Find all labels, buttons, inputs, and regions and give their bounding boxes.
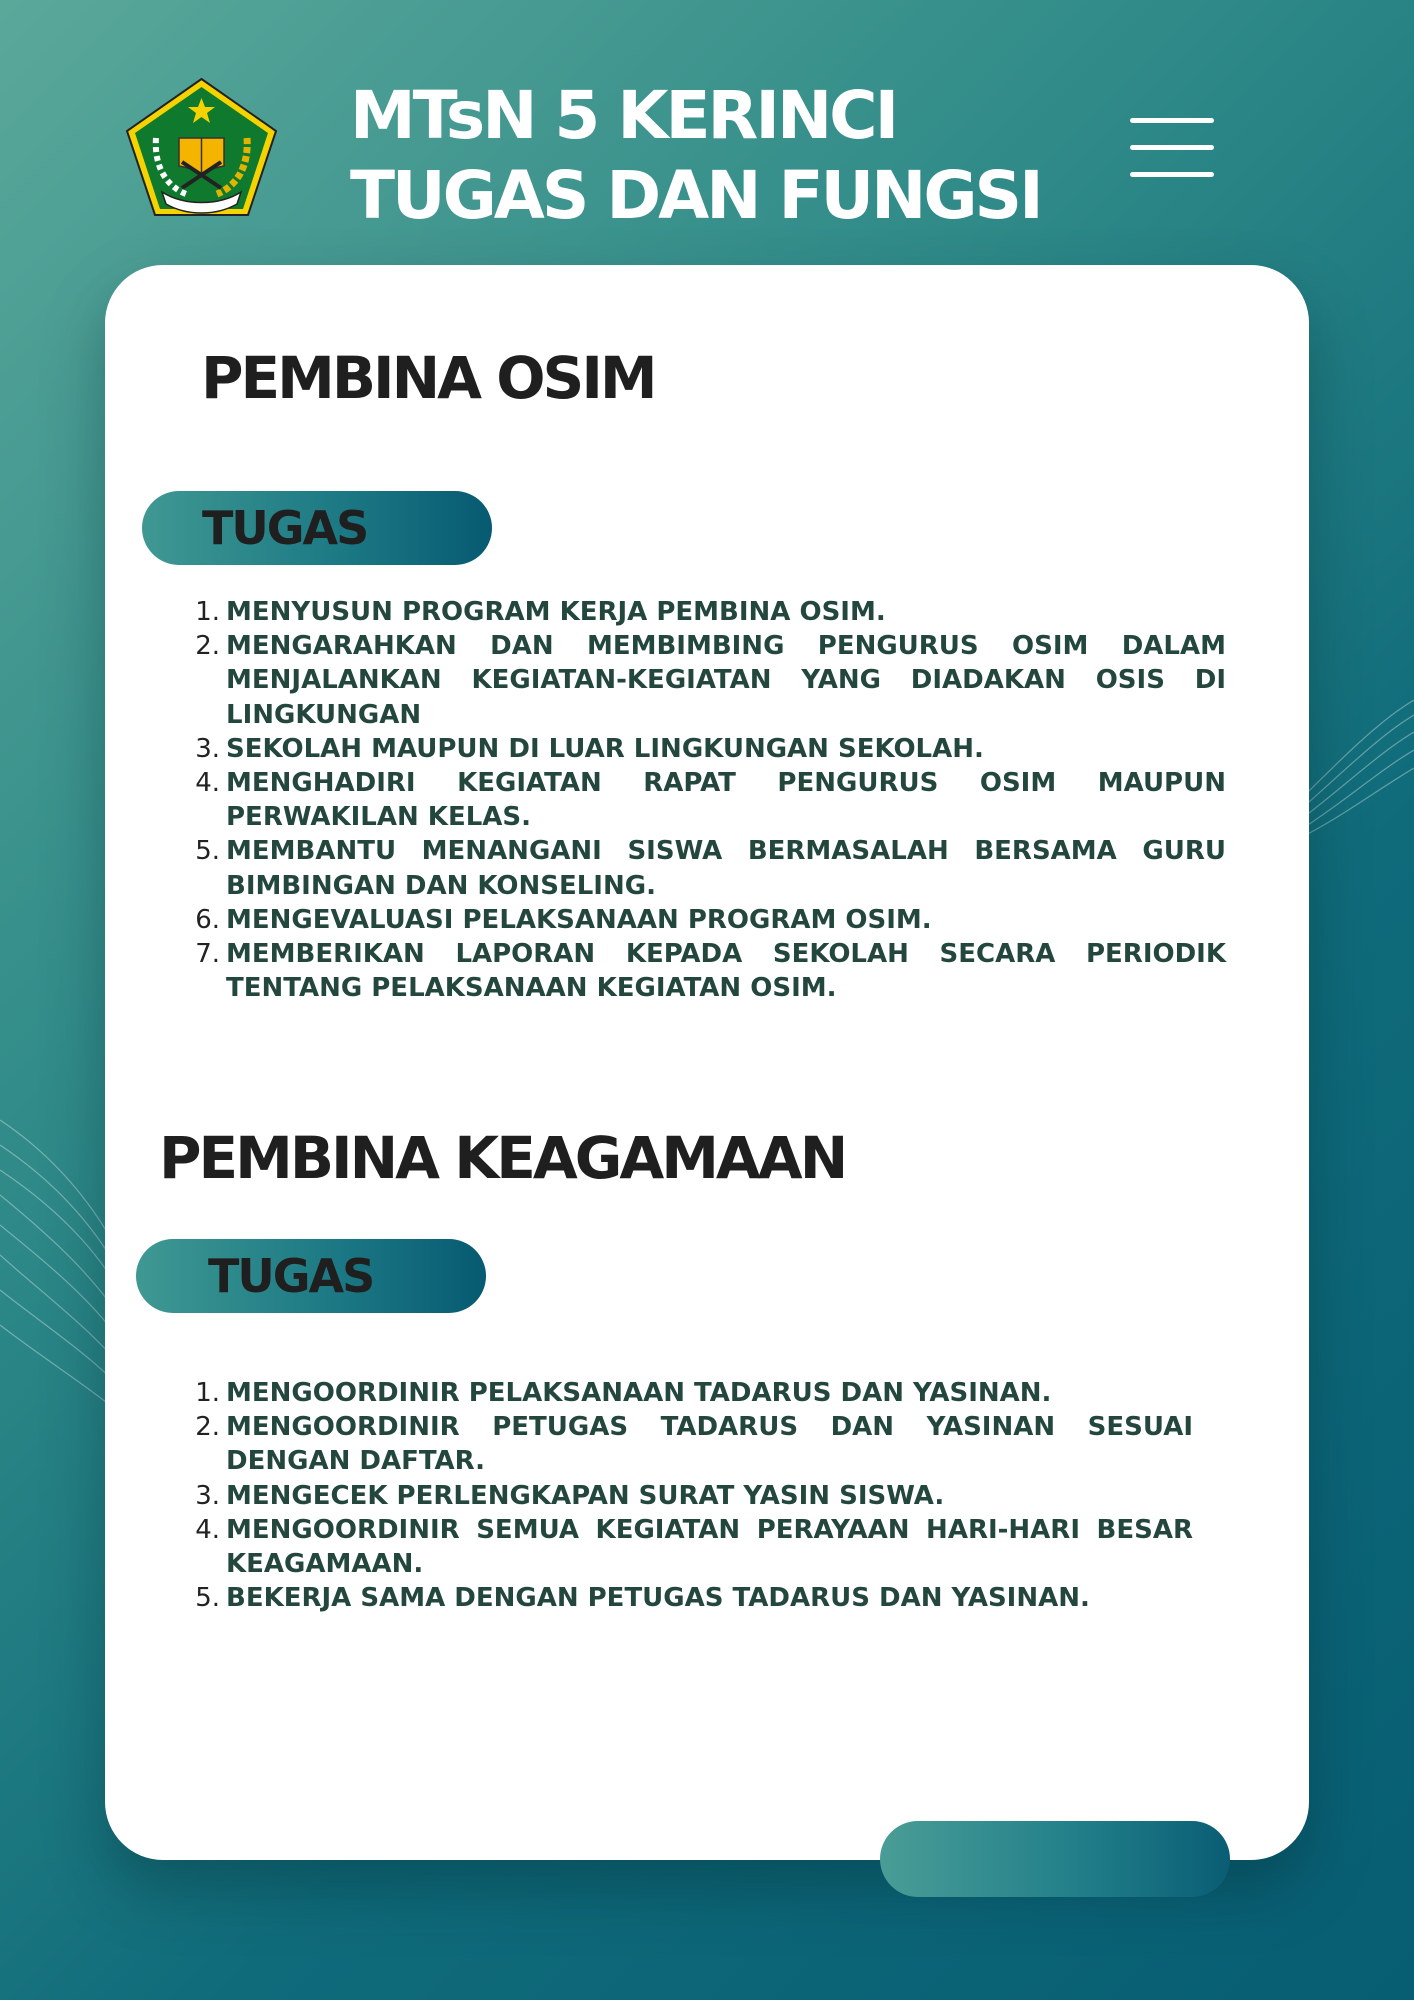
title-line-school: MTsN 5 KERINCI: [350, 77, 897, 154]
hamburger-menu-icon[interactable]: [1130, 118, 1214, 178]
list-item: 4. MENGOORDINIR SEMUA KEGIATAN PERAYAAN HARI-HARI BESAR KEAGAMAAN.: [195, 1514, 1193, 1580]
menu-bar-bottom: [1130, 172, 1214, 177]
list-item: 1. MENYUSUN PROGRAM KERJA PEMBINA OSIM.: [195, 597, 886, 627]
tugas-label-text: TUGAS: [208, 1249, 374, 1303]
list-item: 5. MEMBANTU MENANGANI SISWA BERMASALAH BERSAMA GURU BIMBINGAN DAN KONSELING.: [195, 836, 1226, 901]
list-item: 3. MENGECEK PERLENGKAPAN SURAT YASIN SISWA.: [195, 1480, 945, 1511]
tugas-label-osim: [142, 491, 492, 565]
tugas-label-keagamaan: [136, 1239, 486, 1313]
kemenag-emblem-icon: [124, 76, 279, 218]
task-list-osim: [195, 595, 1226, 1005]
menu-bar-top: [1130, 118, 1214, 123]
background-wave-right: [1300, 690, 1414, 840]
list-item: 1. MENGOORDINIR PELAKSANAAN TADARUS DAN YASINAN.: [195, 1378, 1052, 1408]
list-item: 2. MENGOORDINIR PETUGAS TADARUS DAN YASINAN SESUAI DENGAN DAFTAR.: [195, 1412, 1193, 1477]
list-item: 3. SEKOLAH MAUPUN DI LUAR LINGKUNGAN SEKOLAH.: [195, 733, 984, 764]
title-line-subtitle: TUGAS DAN FUNGSI: [350, 157, 1041, 234]
task-list-keagamaan: [195, 1376, 1193, 1615]
section-title-pembina-osim: PEMBINA OSIM: [201, 344, 655, 412]
section-title-pembina-keagamaan: PEMBINA KEAGAMAAN: [159, 1124, 846, 1192]
list-item: 4. MENGHADIRI KEGIATAN RAPAT PENGURUS OSIM MAUPUN PERWAKILAN KELAS.: [195, 768, 1226, 833]
page-title: [350, 76, 1041, 236]
tugas-label-text: TUGAS: [202, 501, 368, 555]
list-item: 2. MENGARAHKAN DAN MEMBIMBING PENGURUS OSIM DALAM MENJALANKAN KEGIATAN-KEGIATAN YANG DIADAKAN OSIS DI LINGKUNGAN: [195, 631, 1226, 730]
list-item: 5. BEKERJA SAMA DENGAN PETUGAS TADARUS DAN YASINAN.: [195, 1583, 1090, 1614]
list-item: 6. MENGEVALUASI PELAKSANAAN PROGRAM OSIM.: [195, 904, 932, 935]
list-item: 7. MEMBERIKAN LAPORAN KEPADA SEKOLAH SECARA PERIODIK TENTANG PELAKSANAAN KEGIATAN OSIM.: [195, 939, 1226, 1004]
content-card: [105, 265, 1309, 1860]
footer-decor-pill: [880, 1821, 1230, 1897]
menu-bar-middle: [1130, 145, 1214, 150]
